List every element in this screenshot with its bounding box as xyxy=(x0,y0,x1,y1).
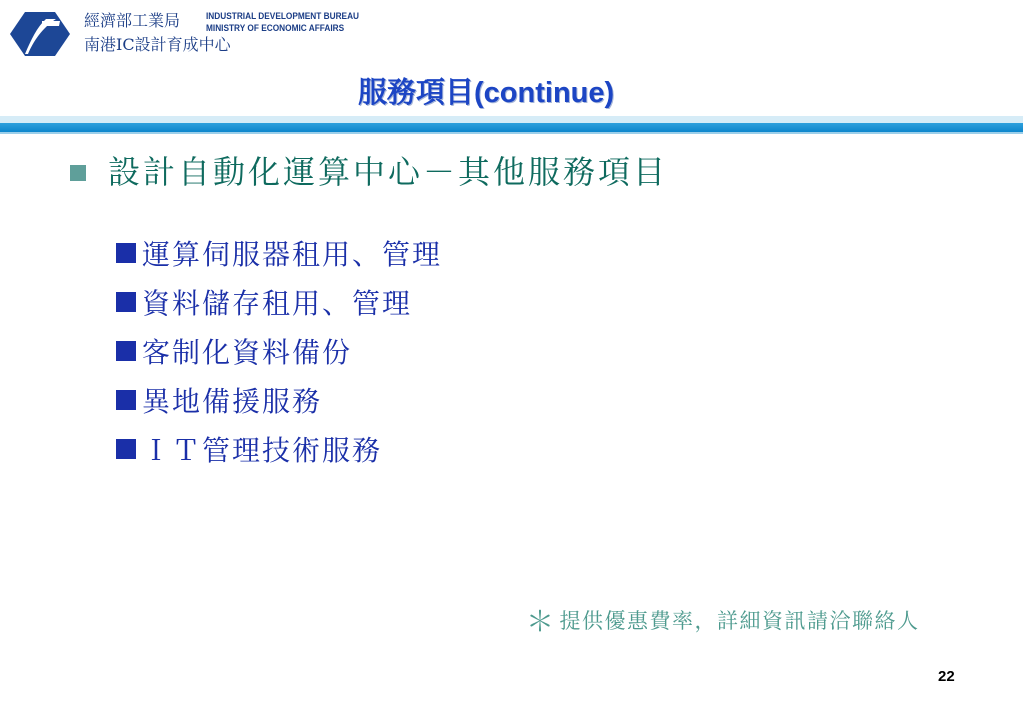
org-name-en-line1: INDUSTRIAL DEVELOPMENT BUREAU xyxy=(206,11,360,21)
org-name-cn: 經濟部工業局 xyxy=(84,11,181,30)
list-item-label: 異地備援服務 xyxy=(142,384,323,418)
page-title xyxy=(358,70,614,111)
list-item-label: 運算伺服器租用、管理 xyxy=(142,237,443,271)
list-item-label: 資料儲存租用、管理 xyxy=(142,286,413,320)
list-item xyxy=(116,326,442,375)
discount-note-text: 提供優惠費率，詳細資訊請洽聯絡人 xyxy=(559,609,920,633)
list-item-label: 客制化資料備份 xyxy=(142,335,353,369)
org-name-en-line2: MINISTRY OF ECONOMIC AFFAIRS xyxy=(206,23,345,33)
list-item xyxy=(116,375,442,424)
org-center-name-cn: 南港IC設計育成中心 xyxy=(84,35,231,54)
square-bullet-icon xyxy=(116,390,136,410)
square-bullet-icon xyxy=(116,341,136,361)
service-list xyxy=(116,228,442,473)
header-band xyxy=(0,123,1023,132)
page-title-cn: 服務項目 xyxy=(358,75,475,109)
bureau-logo-icon xyxy=(6,8,74,60)
square-bullet-icon xyxy=(116,292,136,312)
square-bullet-icon xyxy=(116,439,136,459)
header-band-bottom xyxy=(0,132,1023,134)
list-item xyxy=(116,424,442,473)
page-title-en: (continue) xyxy=(474,77,615,109)
header-band-top xyxy=(0,116,1023,123)
list-item xyxy=(116,228,442,277)
section-heading: 設計自動化運算中心－其他服務項目 xyxy=(108,153,669,191)
list-item xyxy=(116,277,442,326)
list-item-label: ＩＴ管理技術服務 xyxy=(142,433,383,467)
page-number: 22 xyxy=(938,668,955,685)
square-bullet-icon xyxy=(116,243,136,263)
discount-note xyxy=(526,606,920,637)
main-bullet-icon xyxy=(70,165,86,181)
asterisk-icon: ＊ xyxy=(526,605,556,638)
